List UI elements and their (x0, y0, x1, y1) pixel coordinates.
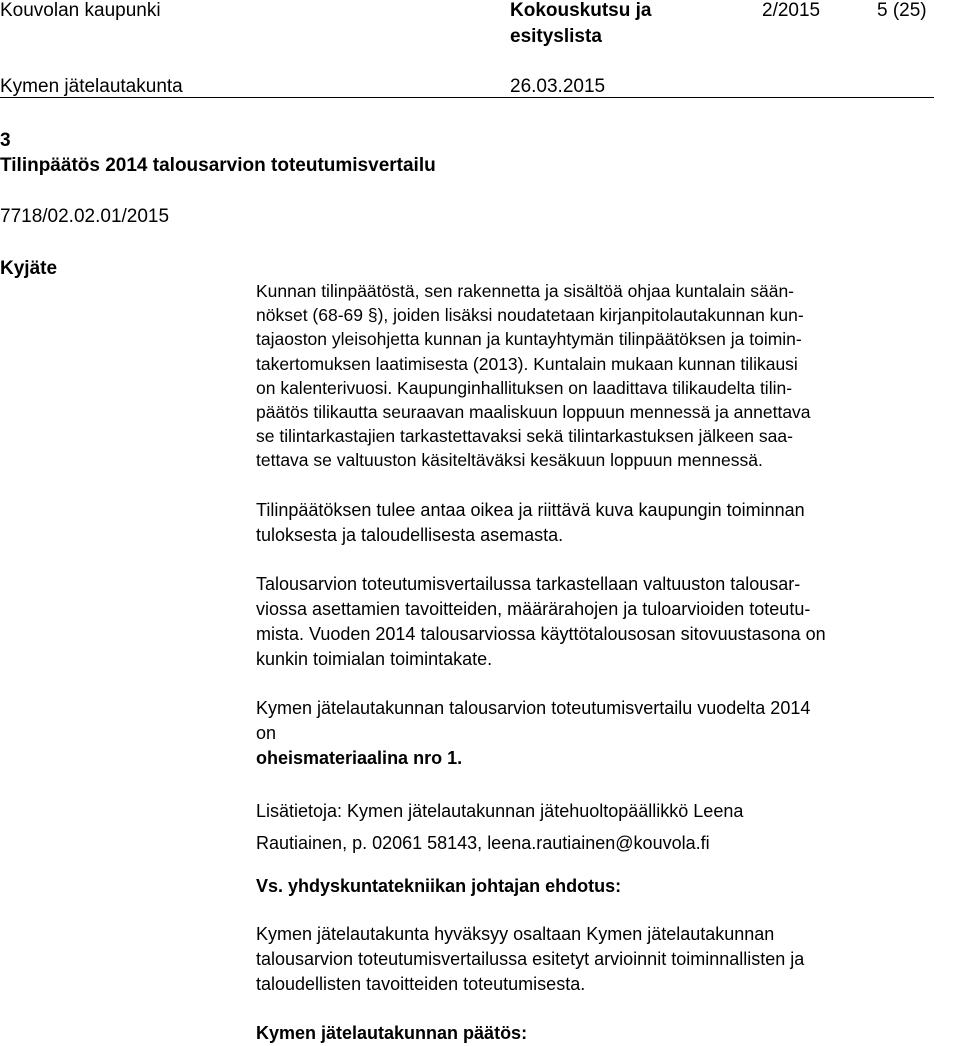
paragraph-line: Kunnan tilinpäätöstä, sen rakennetta ja sisältöä ohjaa kuntalain sään- (256, 281, 795, 301)
paragraph-line: Talousarvion toteutumisvertailussa tarkastellaan valtuuston talousar- (256, 574, 801, 594)
paragraph-line: tettava se valtuuston käsiteltäväksi kesäkuun loppuun mennessä. (256, 450, 763, 471)
paragraph-true-fair-view (256, 498, 936, 548)
paragraph-line: viossa asettamien tavoitteiden, määrärahojen ja tuloarvioiden toteutu- (256, 599, 811, 619)
paragraph-line: on (256, 723, 277, 743)
paragraph-line: Tilinpäätöksen tulee antaa oikea ja riittävä kuva kaupungin toiminnan (256, 500, 805, 520)
paragraph-line: Kymen jätelautakunnan talousarvion toteutumisvertailu vuodelta 2014 (256, 698, 811, 718)
paragraph-line: tajaoston yleisohjetta kunnan ja kuntayhtymän tilinpäätöksen ja toimin- (256, 329, 802, 350)
paragraph-line: takertomuksen laatimisesta (2013). Kuntalain mukaan kunnan tilikausi (256, 353, 798, 374)
paragraph-line: taloudellisten tavoitteiden toteutumisesta. (256, 974, 586, 994)
header-date: 26.03.2015 (510, 76, 606, 97)
paragraph-attachment (256, 696, 936, 771)
contact-info (256, 795, 936, 859)
paragraph-line: mista. Vuoden 2014 talousarviossa käyttötalousosan sitovuustasona on (256, 624, 826, 644)
header-doc-type-line1: Kokouskutsu ja (510, 0, 652, 21)
attachment-reference: oheismateriaalina nro 1. (256, 748, 463, 768)
proposal-heading: Vs. yhdyskuntatekniikan johtajan ehdotus: (256, 876, 622, 896)
paragraph-line: tuloksesta ja taloudellisesta asemasta. (256, 525, 564, 545)
header-issue: 2/2015 (762, 0, 821, 21)
paragraph-line: nökset (68-69 §), joiden lisäksi noudatetaan kirjanpitolautakunnan kun- (256, 305, 804, 326)
paragraph-line: se tilintarkastajien tarkastettavaksi sekä tilintarkastuksen jälkeen saa- (256, 426, 793, 447)
item-title: Tilinpäätös 2014 talousarvion toteutumisvertailu (0, 155, 436, 176)
paragraph-budget-comparison (256, 572, 936, 672)
item-reference: 7718/02.02.01/2015 (0, 206, 170, 227)
header-doc-type-line2: esityslista (510, 26, 602, 47)
paragraph-line: päätös tilikautta seuraavan maaliskuun loppuun mennessä ja annettava (256, 402, 811, 423)
paragraph-line: Kymen jätelautakunta hyväksyy osaltaan Kymen jätelautakunnan (256, 924, 775, 944)
section-label: Kyjäte (0, 258, 58, 279)
header-organization: Kouvolan kaupunki (0, 0, 161, 21)
item-number: 3 (0, 130, 11, 151)
paragraph-line: kunkin toimialan toimintakate. (256, 649, 493, 669)
header-divider (0, 97, 934, 98)
header-page-number: 5 (25) (877, 0, 927, 21)
contact-info-line: Lisätietoja: Kymen jätelautakunnan jätehuoltopäällikkö Leena (256, 801, 744, 821)
decision-heading: Kymen jätelautakunnan päätös: (256, 1023, 528, 1043)
paragraph-line: talousarvion toteutumisvertailussa esitetyt arvioinnit toiminnallisten ja (256, 949, 805, 969)
proposal-text (256, 922, 936, 997)
paragraph-legal-basis (256, 279, 936, 473)
contact-info-line: Rautiainen, p. 02061 58143, leena.rautiainen@kouvola.fi (256, 833, 710, 853)
paragraph-line: on kalenterivuosi. Kaupunginhallituksen on laadittava tilikaudelta tilin- (256, 377, 793, 398)
header-body: Kymen jätelautakunta (0, 76, 183, 97)
